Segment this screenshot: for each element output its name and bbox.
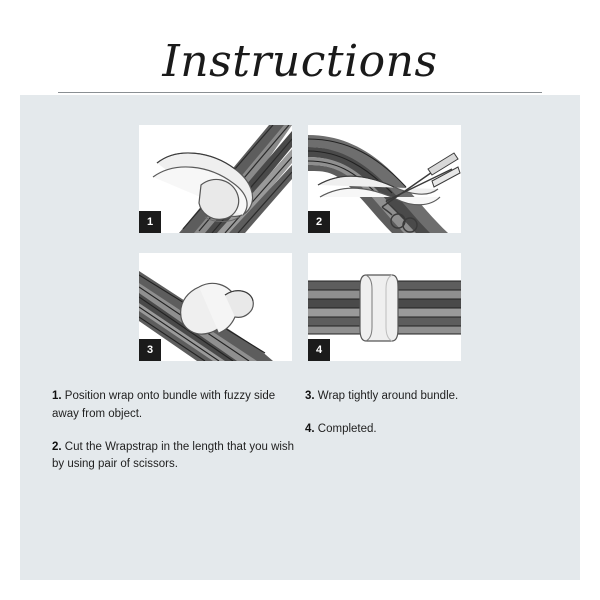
illustration-cut-with-scissors <box>308 125 461 233</box>
illustration-wrap-tightly <box>139 253 292 361</box>
step-item <box>305 388 545 406</box>
step-item <box>52 439 297 475</box>
step-text: Cut the Wrapstrap in the length that you wish by using pair of scissors. <box>52 440 295 471</box>
step-item <box>52 388 297 424</box>
figure-completed <box>308 253 461 361</box>
figure-wrap-tightly <box>139 253 292 361</box>
figure-badge: 4 <box>308 339 330 361</box>
figure-cut-with-scissors <box>308 125 461 233</box>
figure-badge: 3 <box>139 339 161 361</box>
figure-badge: 1 <box>139 211 161 233</box>
steps-column-right <box>305 388 545 439</box>
steps-column-left <box>52 388 297 474</box>
step-text: Completed. <box>317 422 377 435</box>
step-number: 4. <box>305 422 315 435</box>
illustration-position-wrap <box>139 125 292 233</box>
step-text: Wrap tightly around bundle. <box>317 390 459 402</box>
illustration-completed <box>308 253 461 361</box>
step-number: 2. <box>52 440 62 453</box>
step-item <box>305 421 545 439</box>
step-text: Position wrap onto bundle with fuzzy side away from object. <box>52 390 276 420</box>
step-number: 1. <box>52 390 62 402</box>
figure-badge: 2 <box>308 211 330 233</box>
title-divider <box>58 92 542 93</box>
page-title: Instructions <box>162 36 438 87</box>
figure-position-wrap <box>139 125 292 233</box>
step-number: 3. <box>305 390 315 402</box>
figure-grid <box>139 125 461 361</box>
